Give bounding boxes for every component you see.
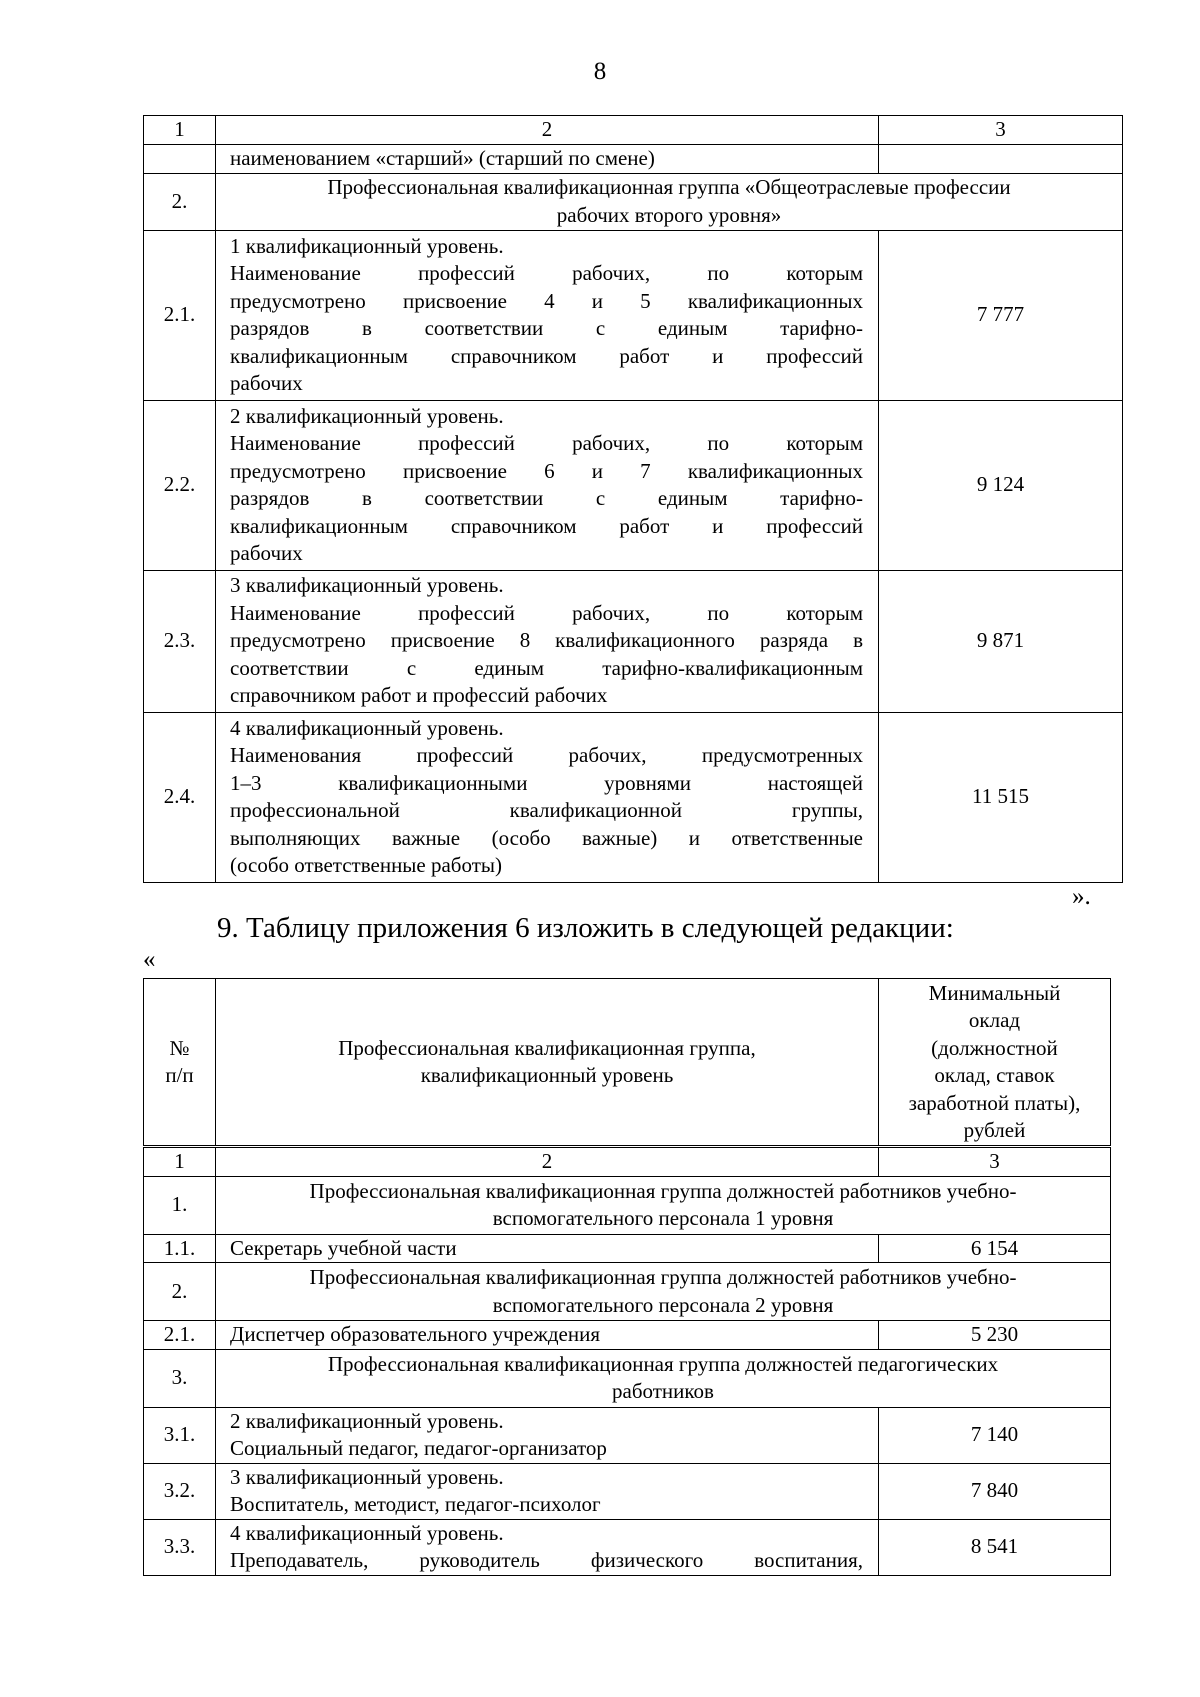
- row-number: 1.1.: [144, 1234, 216, 1263]
- row-description: 1 квалификационный уровень. Наименование профессий рабочих, по которым предусмотрено присвоение 4 и 5 квалификационных разрядов в соответствии с единым тарифно- квалификационным справочником работ и профессий рабочих: [216, 230, 879, 400]
- row-description: 2 квалификационный уровень. Социальный педагог, педагог-организатор: [216, 1407, 879, 1463]
- column-numbers-row: [144, 1147, 1111, 1177]
- header-number: № п/п: [144, 979, 216, 1147]
- row-number: 3.3.: [144, 1519, 216, 1575]
- row-value: 5 230: [879, 1321, 1111, 1350]
- group-row: [144, 1349, 1111, 1407]
- table-row: [144, 1234, 1111, 1263]
- row-number: 2.1.: [144, 1321, 216, 1350]
- row-value: 8 541: [879, 1519, 1111, 1575]
- row-value: 11 515: [879, 712, 1123, 882]
- closing-quote: ».: [1072, 883, 1091, 910]
- row-value: 7 840: [879, 1463, 1111, 1519]
- row-value: 6 154: [879, 1234, 1111, 1263]
- row-description: 4 квалификационный уровень. Преподаватель, руководитель физического воспитания,: [216, 1519, 879, 1575]
- table-row: [144, 1463, 1111, 1519]
- group-row: [144, 1263, 1111, 1321]
- row-description: 2 квалификационный уровень. Наименование профессий рабочих, по которым предусмотрено присвоение 6 и 7 квалификационных разрядов в соответствии с единым тарифно- квалификационным справочником работ и профессий рабочих: [216, 400, 879, 570]
- row-number: 2.1.: [144, 230, 216, 400]
- row-number: 2.2.: [144, 400, 216, 570]
- group-number: 2.: [144, 173, 216, 230]
- column-number-1: 1: [144, 1147, 216, 1177]
- column-number-2: 2: [216, 1147, 879, 1177]
- table-row: [144, 570, 1123, 712]
- group-title: Профессиональная квалификационная группа должностей работников учебно- вспомогательного персонала 1 уровня: [216, 1176, 1111, 1234]
- row-description: 3 квалификационный уровень. Воспитатель, методист, педагог-психолог: [216, 1463, 879, 1519]
- opening-quote: «: [143, 946, 156, 973]
- row-number: 2.3.: [144, 570, 216, 712]
- table-header-row: [144, 116, 1123, 145]
- header-salary: Минимальный оклад (должностной оклад, ставок заработной платы), рублей: [879, 979, 1111, 1147]
- qualification-table-2: [143, 978, 1111, 1576]
- group-number: 1.: [144, 1176, 216, 1234]
- group-title: Профессиональная квалификационная группа должностей работников учебно- вспомогательного персонала 2 уровня: [216, 1263, 1111, 1321]
- table-row: [144, 1519, 1111, 1575]
- table-row: [144, 400, 1123, 570]
- row-description: 4 квалификационный уровень. Наименования профессий рабочих, предусмотренных 1–3 квалификационными уровнями настоящей профессиональной квалификационной группы, выполняющих важные (особо важные) и ответственные (особо ответственные работы): [216, 712, 879, 882]
- table-row: [144, 712, 1123, 882]
- column-number-1: 1: [144, 116, 216, 145]
- row-value: 7 140: [879, 1407, 1111, 1463]
- table-row: [144, 230, 1123, 400]
- group-row: [144, 1176, 1111, 1234]
- row-number: 3.1.: [144, 1407, 216, 1463]
- group-number: 2.: [144, 1263, 216, 1321]
- row-number: 2.4.: [144, 712, 216, 882]
- column-number-3: 3: [879, 1147, 1111, 1177]
- row-description: 3 квалификационный уровень. Наименование профессий рабочих, по которым предусмотрено присвоение 8 квалификационного разряда в соответствии с единым тарифно-квалификационным справочником работ и профессий рабочих: [216, 570, 879, 712]
- column-number-2: 2: [216, 116, 879, 145]
- continuation-text: наименованием «старший» (старший по смене): [216, 145, 879, 174]
- row-value: 9 124: [879, 400, 1123, 570]
- page-number: 8: [593, 58, 607, 85]
- group-title: Профессиональная квалификационная группа должностей педагогических работников: [216, 1349, 1111, 1407]
- group-title: Профессиональная квалификационная группа «Общеотраслевые профессии рабочих второго уровня»: [216, 173, 1123, 230]
- column-number-3: 3: [879, 116, 1123, 145]
- qualification-table-1: [143, 115, 1123, 883]
- table-row: [144, 1407, 1111, 1463]
- table-row: [144, 145, 1123, 174]
- table-row: [144, 1321, 1111, 1350]
- group-number: 3.: [144, 1349, 216, 1407]
- row-description: Секретарь учебной части: [216, 1234, 879, 1263]
- instruction-heading: 9. Таблицу приложения 6 изложить в следующей редакции:: [217, 912, 954, 944]
- row-value: 9 871: [879, 570, 1123, 712]
- header-group: Профессиональная квалификационная группа, квалификационный уровень: [216, 979, 879, 1147]
- row-value: 7 777: [879, 230, 1123, 400]
- table-header-row: [144, 979, 1111, 1147]
- row-number: 3.2.: [144, 1463, 216, 1519]
- row-description: Диспетчер образовательного учреждения: [216, 1321, 879, 1350]
- group-row: [144, 173, 1123, 230]
